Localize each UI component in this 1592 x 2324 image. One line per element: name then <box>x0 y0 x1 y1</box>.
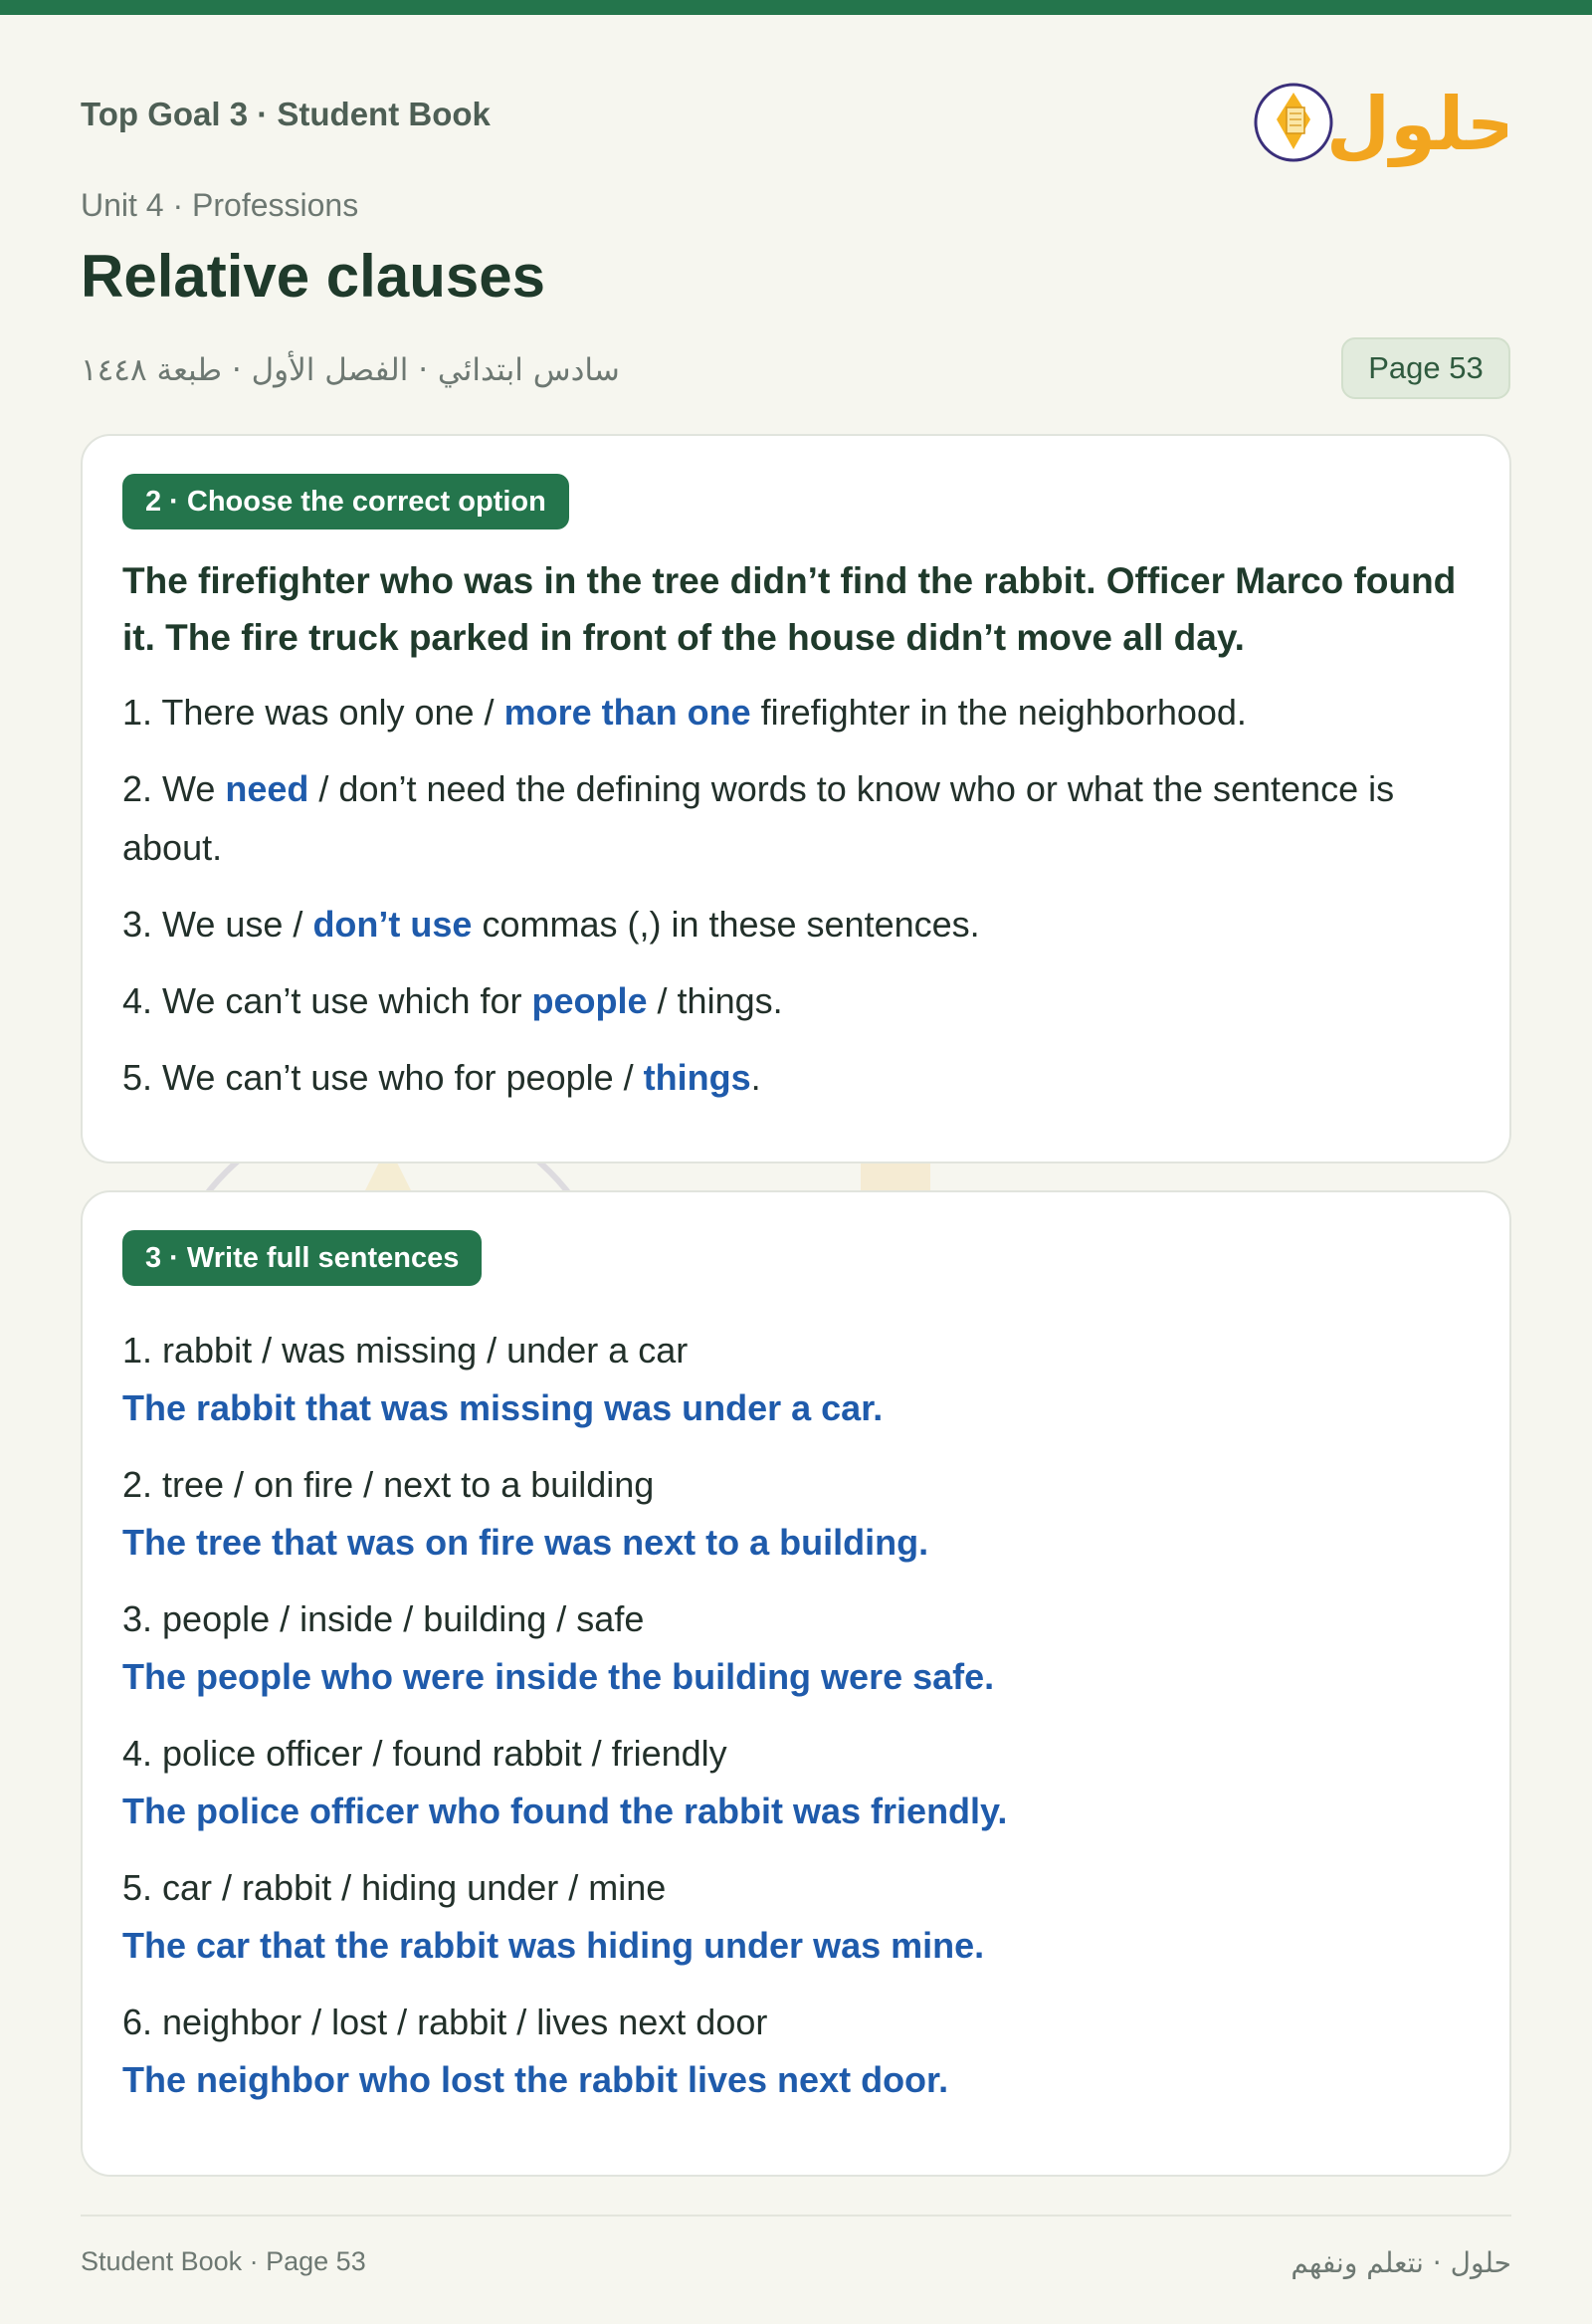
sentence-answer: The tree that was on fire was next to a building. <box>122 1522 929 1563</box>
book-title: Top Goal 3 · Student Book <box>81 96 491 132</box>
page-title: Relative clauses <box>81 243 545 310</box>
top-accent-bar <box>0 0 1592 15</box>
sentence-item <box>122 1859 1466 1975</box>
sentence-answer: The police officer who found the rabbit was friendly. <box>122 1791 1008 1831</box>
sentence-prompt: 4. police officer / found rabbit / friendly <box>122 1733 727 1774</box>
sentence-item <box>122 1994 1466 2109</box>
exercise-2-passage: The firefighter who was in the tree didn’t find the rabbit. Officer Marco found it. The fire truck parked in front of the house didn’t move all day. <box>122 560 1457 658</box>
sentence-answer: The rabbit that was missing was under a car. <box>122 1387 884 1428</box>
exercise-3-card <box>81 1190 1511 2177</box>
logo-text: حلول <box>1325 82 1507 167</box>
page-number-badge: Page 53 <box>1341 337 1510 399</box>
chosen-answer: things <box>643 1057 751 1098</box>
sentence-item <box>122 1725 1466 1840</box>
arabic-subtitle: سادس ابتدائي · الفصل الأول · طبعة ١٤٤٨ <box>81 352 620 388</box>
footer-divider <box>81 2215 1511 2217</box>
sentence-prompt: 5. car / rabbit / hiding under / mine <box>122 1867 667 1908</box>
chosen-answer: don’t use <box>312 904 473 945</box>
choice-item: 1. There was only one / more than one firefighter in the neighborhood. <box>122 692 1247 733</box>
exercise-2-badge: 2 · Choose the correct option <box>122 474 569 529</box>
chosen-answer: more than one <box>503 692 751 733</box>
choice-item: 5. We can’t use who for people / things. <box>122 1057 761 1098</box>
chosen-answer: need <box>225 768 309 809</box>
sentence-answer: The neighbor who lost the rabbit lives next door. <box>122 2059 949 2100</box>
sentence-answer: The car that the rabbit was hiding under was mine. <box>122 1925 985 1966</box>
brand-logo <box>1249 58 1507 167</box>
sentence-prompt: 6. neighbor / lost / rabbit / lives next door <box>122 2002 768 2042</box>
footer-page-label: Student Book · Page 53 <box>81 2246 366 2276</box>
exercise-3-badge: 3 · Write full sentences <box>122 1230 482 1286</box>
chosen-answer: people <box>531 980 648 1021</box>
choice-item: 4. We can’t use which for people / things. <box>122 980 783 1021</box>
sentence-prompt: 3. people / inside / building / safe <box>122 1598 645 1639</box>
sentence-prompt: 1. rabbit / was missing / under a car <box>122 1330 689 1371</box>
unit-label: Unit 4 · Professions <box>81 187 359 223</box>
footer-brand-tagline: حلول · نتعلم ونفهم <box>1291 2246 1511 2279</box>
sentence-prompt: 2. tree / on fire / next to a building <box>122 1464 655 1505</box>
sentence-item <box>122 1322 1466 1437</box>
exercise-2-card <box>81 434 1511 1163</box>
choice-item: 2. We need / don’t need the defining words to know who or what the sentence is about. <box>122 768 1395 868</box>
sentence-item <box>122 1590 1466 1706</box>
choice-item: 3. We use / don’t use commas (,) in these sentences. <box>122 904 980 945</box>
sentence-item <box>122 1456 1466 1572</box>
sentence-answer: The people who were inside the building were safe. <box>122 1656 995 1697</box>
